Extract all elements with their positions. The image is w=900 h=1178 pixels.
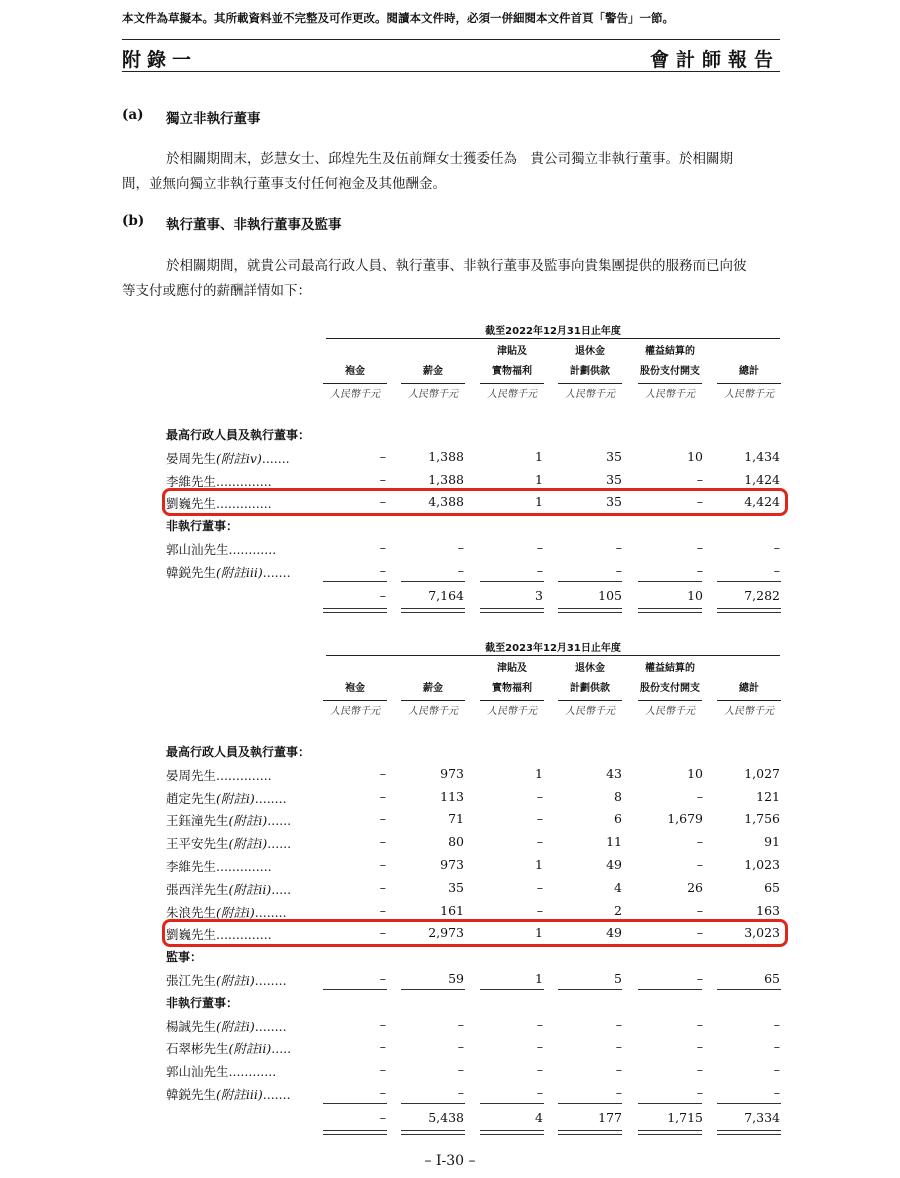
value-cell: 4 bbox=[614, 879, 622, 895]
section-a-line-1: 於相關期間末，彭慧女士、邱煌先生及伍前輝女士獲委任為 貴公司獨立非執行董事。於相關期 bbox=[166, 151, 733, 167]
value-cell: – bbox=[536, 1039, 543, 1055]
value-cell: 11 bbox=[606, 834, 622, 850]
column-unit-2: 人民幣千元 bbox=[487, 389, 537, 400]
total-cell: 177 bbox=[598, 1109, 622, 1125]
person-name: 李維先生 bbox=[166, 859, 217, 874]
subtotal-rule bbox=[558, 1103, 622, 1104]
person-name-cell bbox=[166, 1039, 291, 1057]
value-cell: 1 bbox=[535, 765, 543, 781]
person-name: 王平安先生 bbox=[166, 836, 229, 852]
leader-dots: ....... bbox=[262, 564, 291, 580]
group-title: 最高行政人員及執行董事： bbox=[166, 745, 311, 759]
value-cell: – bbox=[536, 1085, 543, 1100]
person-name: 韓鋭先生 bbox=[166, 564, 217, 580]
total-cell: 10 bbox=[687, 587, 703, 603]
value-cell: – bbox=[379, 902, 386, 918]
column-header-line2-3: 計劃供款 bbox=[570, 683, 610, 694]
person-name-cell bbox=[166, 903, 287, 921]
value-cell: – bbox=[696, 1062, 703, 1078]
person-name: 石翠彬先生 bbox=[166, 1041, 229, 1057]
value-cell: 49 bbox=[606, 925, 622, 941]
leader-dots: .............. bbox=[216, 859, 272, 874]
subtotal-rule bbox=[717, 989, 781, 990]
value-cell: – bbox=[379, 925, 386, 941]
column-header-rule-1 bbox=[401, 700, 465, 701]
subtotal-rule bbox=[480, 581, 544, 582]
value-cell: 43 bbox=[606, 765, 622, 781]
value-cell: 5 bbox=[614, 971, 622, 986]
section-b-title: 執行董事、非執行董事及監事 bbox=[166, 217, 342, 233]
column-header-line2-0: 袍金 bbox=[345, 366, 365, 377]
column-header-line2-4: 股份支付開支 bbox=[640, 683, 700, 694]
person-name: 郭山汕先生 bbox=[166, 542, 229, 557]
leader-dots: ..... bbox=[271, 1041, 292, 1057]
subtotal-rule bbox=[401, 1103, 465, 1104]
person-name-cell bbox=[166, 834, 291, 852]
person-name-cell bbox=[166, 766, 272, 784]
value-cell: – bbox=[536, 1016, 543, 1032]
group-title: 非執行董事： bbox=[166, 519, 239, 534]
header-bottom-rule bbox=[122, 71, 780, 72]
total-double-rule bbox=[638, 608, 702, 613]
person-note: (附註iii) bbox=[216, 1087, 263, 1102]
person-note: (附註i) bbox=[216, 1018, 255, 1034]
person-note: (附註ii) bbox=[228, 1041, 272, 1057]
value-cell: – bbox=[615, 1085, 622, 1100]
person-name-cell bbox=[166, 1017, 287, 1035]
leader-dots: .............. bbox=[216, 496, 272, 512]
person-name: 劉巍先生 bbox=[166, 496, 217, 512]
person-name: 張江先生 bbox=[166, 973, 217, 988]
value-cell: 10 bbox=[687, 448, 703, 464]
person-name: 楊誠先生 bbox=[166, 1018, 217, 1034]
value-cell: – bbox=[379, 879, 386, 895]
column-unit-5: 人民幣千元 bbox=[724, 706, 774, 717]
value-cell: – bbox=[457, 1039, 464, 1055]
value-cell: 2,973 bbox=[428, 925, 464, 941]
total-double-rule bbox=[480, 1130, 544, 1135]
value-cell: – bbox=[615, 562, 622, 578]
column-header-line2-5: 總計 bbox=[739, 683, 759, 694]
value-cell: 1,756 bbox=[744, 811, 780, 827]
person-note: (附註i) bbox=[216, 904, 255, 920]
value-cell: 3,023 bbox=[744, 925, 780, 941]
value-cell: 1 bbox=[535, 448, 543, 464]
value-cell: – bbox=[696, 925, 703, 941]
subtotal-rule bbox=[638, 989, 702, 990]
value-cell: – bbox=[773, 1039, 780, 1055]
leader-dots: ........ bbox=[254, 1018, 287, 1034]
value-cell: 1,027 bbox=[744, 765, 780, 781]
leader-dots: ...... bbox=[267, 836, 292, 852]
value-cell: 1,388 bbox=[428, 448, 464, 464]
column-unit-2: 人民幣千元 bbox=[487, 706, 537, 717]
total-cell: 105 bbox=[598, 587, 622, 603]
section-a-paragraph bbox=[122, 147, 782, 197]
person-note: (附註ii) bbox=[228, 881, 272, 897]
subtotal-rule bbox=[480, 989, 544, 990]
person-name-cell bbox=[166, 971, 287, 989]
value-cell: – bbox=[536, 1062, 543, 1078]
person-name-cell bbox=[166, 880, 291, 898]
value-cell: – bbox=[696, 1085, 703, 1100]
leader-dots: ........ bbox=[254, 790, 287, 806]
report-title: 會計師報告 bbox=[649, 49, 780, 71]
value-cell: 113 bbox=[440, 788, 464, 804]
column-unit-3: 人民幣千元 bbox=[565, 706, 615, 717]
appendix-label: 附錄一 bbox=[122, 49, 198, 71]
value-cell: – bbox=[457, 1016, 464, 1032]
person-name-cell bbox=[166, 1062, 276, 1080]
column-header-rule-5 bbox=[717, 700, 781, 701]
value-cell: – bbox=[696, 788, 703, 804]
value-cell: 35 bbox=[606, 494, 622, 510]
subtotal-rule bbox=[717, 581, 781, 582]
value-cell: – bbox=[379, 765, 386, 781]
value-cell: 1,388 bbox=[428, 471, 464, 487]
column-header-line1-3: 退休金 bbox=[575, 663, 605, 674]
column-header-rule-2 bbox=[480, 700, 544, 701]
column-unit-0: 人民幣千元 bbox=[330, 706, 380, 717]
value-cell: 35 bbox=[448, 879, 464, 895]
value-cell: – bbox=[696, 857, 703, 872]
value-cell: 1,424 bbox=[744, 471, 780, 487]
value-cell: – bbox=[379, 471, 386, 487]
section-b-line-2: 等支付或應付的薪酬詳情如下： bbox=[122, 283, 311, 299]
subtotal-rule bbox=[323, 1103, 387, 1104]
value-cell: – bbox=[696, 1016, 703, 1032]
column-header-line2-4: 股份支付開支 bbox=[640, 366, 700, 377]
section-a-label: (a) bbox=[122, 107, 144, 123]
value-cell: – bbox=[379, 1062, 386, 1078]
person-name-cell bbox=[166, 540, 276, 558]
column-header-line2-5: 總計 bbox=[739, 366, 759, 377]
value-cell: – bbox=[379, 540, 386, 555]
column-header-line2-0: 袍金 bbox=[345, 683, 365, 694]
value-cell: 973 bbox=[440, 857, 464, 872]
leader-dots: ........ bbox=[254, 904, 287, 920]
value-cell: – bbox=[696, 834, 703, 850]
total-double-rule bbox=[717, 1130, 781, 1135]
total-double-rule bbox=[638, 1130, 702, 1135]
column-header-rule-4 bbox=[638, 700, 702, 701]
column-header-rule-0 bbox=[323, 383, 387, 384]
value-cell: – bbox=[379, 811, 386, 827]
column-unit-5: 人民幣千元 bbox=[724, 389, 774, 400]
value-cell: – bbox=[696, 540, 703, 555]
value-cell: 1,679 bbox=[667, 811, 703, 827]
column-header-rule-4 bbox=[638, 383, 702, 384]
person-name: 劉巍先生 bbox=[166, 927, 217, 943]
leader-dots: .............. bbox=[216, 767, 272, 783]
value-cell: – bbox=[696, 1039, 703, 1055]
total-cell: 7,334 bbox=[744, 1109, 780, 1125]
value-cell: 49 bbox=[606, 857, 622, 872]
total-double-rule bbox=[323, 608, 387, 613]
value-cell: 71 bbox=[448, 811, 464, 827]
value-cell: 1,023 bbox=[744, 857, 780, 872]
value-cell: – bbox=[536, 811, 543, 827]
value-cell: – bbox=[379, 1085, 386, 1100]
value-cell: 10 bbox=[687, 765, 703, 781]
column-header-rule-3 bbox=[558, 383, 622, 384]
person-name: 王鈺潼先生 bbox=[166, 813, 229, 829]
subtotal-rule bbox=[638, 581, 702, 582]
value-cell: – bbox=[536, 562, 543, 578]
leader-dots: .............. bbox=[216, 473, 272, 489]
column-unit-0: 人民幣千元 bbox=[330, 389, 380, 400]
group-title: 非執行董事： bbox=[166, 995, 239, 1010]
group-title: 最高行政人員及執行董事： bbox=[166, 428, 311, 442]
person-name: 郭山汕先生 bbox=[166, 1064, 229, 1080]
value-cell: – bbox=[379, 834, 386, 850]
total-double-rule bbox=[401, 608, 465, 613]
person-note: (附註i) bbox=[216, 973, 255, 988]
subtotal-rule bbox=[401, 989, 465, 990]
column-unit-4: 人民幣千元 bbox=[645, 706, 695, 717]
total-double-rule bbox=[717, 608, 781, 613]
total-cell: 5,438 bbox=[428, 1109, 464, 1125]
value-cell: – bbox=[536, 540, 543, 555]
header-top-rule bbox=[122, 39, 780, 40]
total-cell: 7,164 bbox=[428, 587, 464, 603]
value-cell: 35 bbox=[606, 471, 622, 487]
value-cell: – bbox=[379, 1016, 386, 1032]
total-double-rule bbox=[480, 608, 544, 613]
value-cell: 6 bbox=[614, 811, 622, 827]
person-note: (附註iv) bbox=[216, 450, 262, 466]
subtotal-rule bbox=[558, 581, 622, 582]
person-name-cell bbox=[166, 563, 291, 581]
subtotal-rule bbox=[323, 581, 387, 582]
leader-dots: ........ bbox=[254, 973, 287, 988]
person-name: 趙定先生 bbox=[166, 790, 217, 806]
value-cell: 1,434 bbox=[744, 448, 780, 464]
person-note: (附註iii) bbox=[216, 564, 263, 580]
total-cell: 1,715 bbox=[667, 1109, 703, 1125]
subtotal-rule bbox=[717, 1103, 781, 1104]
leader-dots: ....... bbox=[261, 450, 290, 466]
person-name-cell bbox=[166, 857, 272, 875]
total-cell: 3 bbox=[535, 587, 543, 603]
column-header-rule-5 bbox=[717, 383, 781, 384]
value-cell: – bbox=[696, 471, 703, 487]
value-cell: – bbox=[379, 857, 386, 872]
value-cell: – bbox=[773, 540, 780, 555]
column-header-line1-4: 權益結算的 bbox=[645, 663, 695, 674]
subtotal-rule bbox=[323, 989, 387, 990]
leader-dots: .............. bbox=[216, 927, 272, 943]
person-note: (附註i) bbox=[228, 813, 268, 829]
value-cell: 161 bbox=[440, 902, 464, 918]
value-cell: – bbox=[379, 1039, 386, 1055]
section-b-line-1: 於相關期間，就貴公司最高行政人員、執行董事、非執行董事及監事向貴集團提供的服務而已向彼 bbox=[166, 258, 747, 274]
column-header-line1-3: 退休金 bbox=[575, 346, 605, 357]
value-cell: 163 bbox=[756, 902, 780, 918]
value-cell: – bbox=[773, 1062, 780, 1078]
leader-dots: ....... bbox=[262, 1087, 291, 1102]
total-double-rule bbox=[323, 1130, 387, 1135]
value-cell: 80 bbox=[448, 834, 464, 850]
total-cell: 7,282 bbox=[744, 587, 780, 603]
subtotal-rule bbox=[480, 1103, 544, 1104]
value-cell: – bbox=[615, 1016, 622, 1032]
total-double-rule bbox=[558, 1130, 622, 1135]
person-name: 朱浪先生 bbox=[166, 904, 217, 920]
column-unit-3: 人民幣千元 bbox=[565, 389, 615, 400]
value-cell: 8 bbox=[614, 788, 622, 804]
section-b-heading bbox=[122, 213, 722, 233]
column-header-line1-2: 津貼及 bbox=[497, 346, 527, 357]
period-rule-1 bbox=[326, 655, 780, 656]
column-header-line2-1: 薪金 bbox=[423, 683, 443, 694]
value-cell: 35 bbox=[606, 448, 622, 464]
leader-dots: ..... bbox=[271, 881, 292, 897]
total-cell: 4 bbox=[535, 1109, 543, 1125]
highlighted-row-box bbox=[162, 488, 788, 516]
value-cell: 1 bbox=[535, 471, 543, 487]
value-cell: – bbox=[457, 1062, 464, 1078]
person-name-cell bbox=[166, 472, 272, 490]
value-cell: – bbox=[379, 448, 386, 464]
column-header-line1-4: 權益結算的 bbox=[645, 346, 695, 357]
column-unit-4: 人民幣千元 bbox=[645, 389, 695, 400]
value-cell: 65 bbox=[764, 971, 780, 986]
column-unit-1: 人民幣千元 bbox=[408, 389, 458, 400]
value-cell: – bbox=[379, 788, 386, 804]
column-header-line2-2: 實物福利 bbox=[492, 683, 532, 694]
value-cell: 973 bbox=[440, 765, 464, 781]
column-header-line2-2: 實物福利 bbox=[492, 366, 532, 377]
total-double-rule bbox=[401, 1130, 465, 1135]
person-name: 晏周先生 bbox=[166, 767, 217, 783]
total-cell: – bbox=[379, 1109, 386, 1125]
value-cell: – bbox=[536, 879, 543, 895]
value-cell: 2 bbox=[614, 902, 622, 918]
value-cell: 1 bbox=[535, 494, 543, 510]
value-cell: – bbox=[536, 834, 543, 850]
value-cell: 121 bbox=[756, 788, 780, 804]
person-name: 李維先生 bbox=[166, 473, 217, 489]
column-header-rule-2 bbox=[480, 383, 544, 384]
value-cell: – bbox=[379, 971, 386, 986]
column-header-rule-0 bbox=[323, 700, 387, 701]
column-unit-1: 人民幣千元 bbox=[408, 706, 458, 717]
value-cell: – bbox=[457, 562, 464, 578]
draft-notice: 本文件為草擬本。其所載資料並不完整及可作更改。閱讀本文件時，必須一併細閱本文件首頁「警告」一節。 bbox=[122, 11, 674, 25]
value-cell: – bbox=[615, 1062, 622, 1078]
person-name-cell bbox=[166, 449, 290, 467]
leader-dots: ............ bbox=[228, 542, 277, 557]
value-cell: – bbox=[696, 971, 703, 986]
value-cell: – bbox=[457, 1085, 464, 1100]
person-name: 晏周先生 bbox=[166, 450, 217, 466]
value-cell: – bbox=[615, 1039, 622, 1055]
subtotal-rule bbox=[638, 1103, 702, 1104]
value-cell: – bbox=[536, 788, 543, 804]
value-cell: – bbox=[457, 540, 464, 555]
value-cell: 91 bbox=[764, 834, 780, 850]
person-note: (附註i) bbox=[216, 790, 255, 806]
section-a-title: 獨立非執行董事 bbox=[166, 111, 261, 127]
value-cell: – bbox=[773, 1016, 780, 1032]
value-cell: – bbox=[615, 540, 622, 555]
value-cell: 26 bbox=[687, 879, 703, 895]
person-note: (附註i) bbox=[228, 836, 268, 852]
column-header-line2-1: 薪金 bbox=[423, 366, 443, 377]
value-cell: – bbox=[773, 1085, 780, 1100]
value-cell: 1 bbox=[535, 925, 543, 941]
leader-dots: ...... bbox=[267, 813, 292, 829]
person-name-cell bbox=[166, 789, 287, 807]
value-cell: – bbox=[379, 494, 386, 510]
column-header-line1-2: 津貼及 bbox=[497, 663, 527, 674]
value-cell: – bbox=[696, 562, 703, 578]
person-name-cell bbox=[166, 1085, 291, 1103]
column-header-line2-3: 計劃供款 bbox=[570, 366, 610, 377]
person-name-cell bbox=[166, 811, 291, 829]
subtotal-rule bbox=[558, 989, 622, 990]
group-title: 監事： bbox=[166, 950, 203, 965]
total-cell: – bbox=[379, 587, 386, 603]
value-cell: 1 bbox=[535, 971, 543, 986]
value-cell: 1 bbox=[535, 857, 543, 872]
column-header-rule-1 bbox=[401, 383, 465, 384]
value-cell: – bbox=[536, 902, 543, 918]
total-double-rule bbox=[558, 608, 622, 613]
section-b-paragraph bbox=[122, 254, 782, 304]
subtotal-rule bbox=[401, 581, 465, 582]
value-cell: – bbox=[773, 562, 780, 578]
table-period-0: 截至2022年12月31日止年度 bbox=[485, 326, 621, 337]
highlighted-row-box bbox=[162, 919, 788, 947]
value-cell: 4,424 bbox=[744, 494, 780, 510]
value-cell: 4,388 bbox=[428, 494, 464, 510]
value-cell: – bbox=[696, 902, 703, 918]
section-b-label: (b) bbox=[122, 213, 145, 229]
table-period-1: 截至2023年12月31日止年度 bbox=[485, 643, 621, 654]
value-cell: 59 bbox=[448, 971, 464, 986]
person-name: 韓鋭先生 bbox=[166, 1087, 217, 1102]
period-rule-0 bbox=[326, 338, 780, 339]
section-a-heading bbox=[122, 107, 722, 127]
column-header-rule-3 bbox=[558, 700, 622, 701]
value-cell: 65 bbox=[764, 879, 780, 895]
leader-dots: ............ bbox=[228, 1064, 277, 1080]
value-cell: – bbox=[379, 562, 386, 578]
value-cell: – bbox=[696, 494, 703, 510]
page-number: – I-30 – bbox=[424, 1153, 476, 1169]
person-name: 張西洋先生 bbox=[166, 881, 229, 897]
section-a-line-2: 間，並無向獨立非執行董事支付任何袍金及其他酬金。 bbox=[122, 176, 446, 192]
